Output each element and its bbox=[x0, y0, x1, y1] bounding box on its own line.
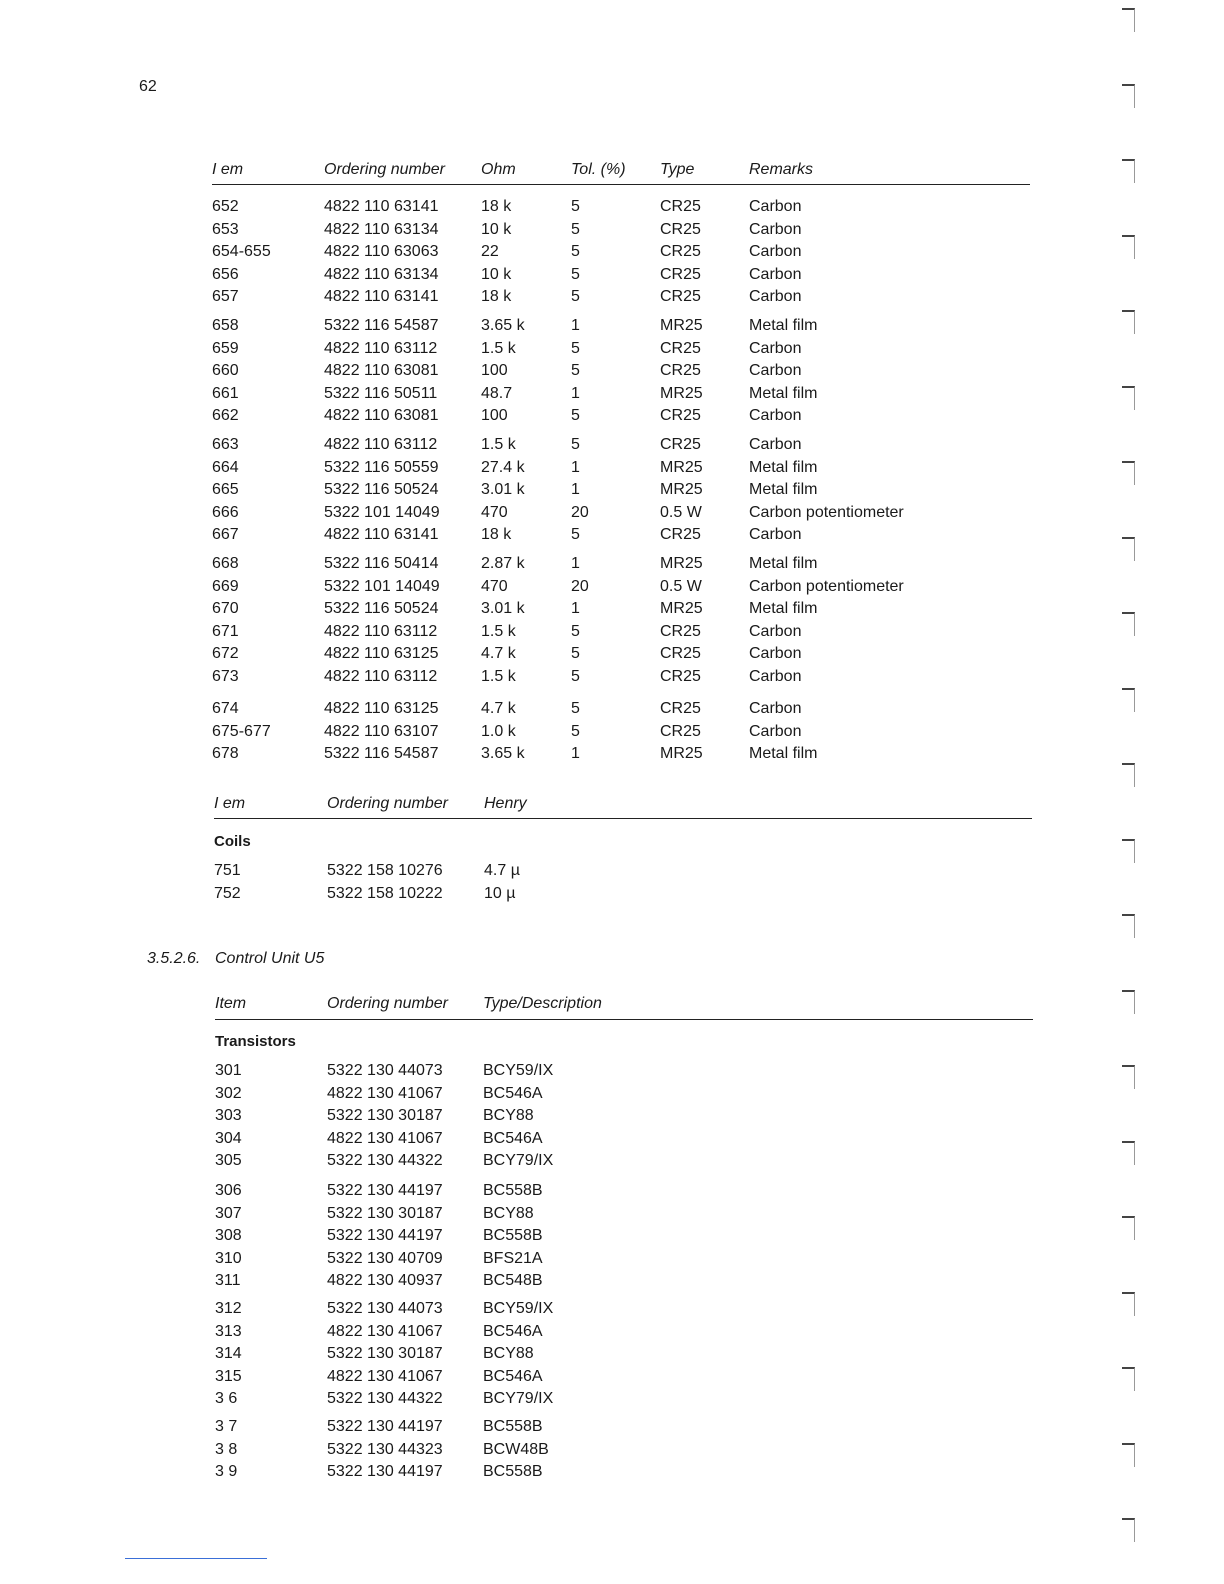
binding-ring-icon bbox=[1122, 235, 1135, 259]
cell-ordering-number: 4822 110 63141 bbox=[324, 198, 439, 215]
header-ordering-number: Ordering number bbox=[327, 795, 448, 812]
cell-ohm: 100 bbox=[481, 407, 508, 424]
binding-ring-icon bbox=[1122, 1443, 1135, 1467]
binding-ring-icon bbox=[1122, 159, 1135, 183]
cell-type-description: BCY88 bbox=[483, 1204, 534, 1222]
cell-ohm: 18 k bbox=[481, 288, 512, 305]
cell-ohm: 1.5 k bbox=[481, 667, 516, 685]
cell-ordering-number: 5322 116 54587 bbox=[324, 745, 439, 762]
cell-remarks: Carbon bbox=[749, 667, 802, 685]
cell-ordering-number: 4822 130 41067 bbox=[327, 1322, 443, 1340]
cell-remarks: Metal film bbox=[749, 600, 818, 617]
cell-item: 303 bbox=[215, 1107, 242, 1124]
cell-item: 752 bbox=[214, 884, 241, 902]
cell-item: 670 bbox=[212, 600, 239, 617]
cell-item: 305 bbox=[215, 1152, 242, 1169]
cell-item: 3 6 bbox=[215, 1390, 238, 1407]
cell-type: CR25 bbox=[660, 436, 701, 453]
cell-item: 671 bbox=[212, 622, 239, 640]
cell-ohm: 1.5 k bbox=[481, 622, 516, 640]
cell-item: 653 bbox=[212, 220, 239, 238]
page-number: 62 bbox=[139, 78, 157, 95]
header-rule bbox=[214, 818, 1032, 819]
cell-ordering-number: 4822 110 63134 bbox=[324, 265, 439, 283]
cell-type-description: BCY79/IX bbox=[483, 1390, 554, 1407]
cell-ordering-number: 5322 130 44073 bbox=[327, 1062, 443, 1079]
cell-remarks: Carbon bbox=[749, 198, 802, 215]
cell-type: CR25 bbox=[660, 198, 701, 215]
cell-ordering-number: 4822 110 63112 bbox=[324, 436, 438, 453]
cell-ordering-number: 5322 130 40709 bbox=[327, 1249, 443, 1267]
cell-type-description: BCY88 bbox=[483, 1107, 534, 1124]
cell-tolerance: 5 bbox=[571, 667, 580, 685]
cell-ordering-number: 5322 116 50414 bbox=[324, 555, 439, 572]
cell-item: 313 bbox=[215, 1322, 242, 1340]
cell-ohm: 22 bbox=[481, 243, 499, 260]
cell-tolerance: 5 bbox=[571, 362, 580, 379]
cell-tolerance: 1 bbox=[571, 317, 580, 334]
cell-item: 312 bbox=[215, 1300, 242, 1317]
cell-item: 669 bbox=[212, 577, 239, 595]
cell-ohm: 3.65 k bbox=[481, 745, 525, 762]
cell-remarks: Metal film bbox=[749, 317, 818, 334]
cell-type: CR25 bbox=[660, 667, 701, 685]
cell-ordering-number: 4822 130 40937 bbox=[327, 1272, 443, 1289]
cell-item: 315 bbox=[215, 1367, 242, 1385]
cell-item: 306 bbox=[215, 1182, 242, 1199]
cell-remarks: Carbon bbox=[749, 362, 802, 379]
cell-tolerance: 5 bbox=[571, 265, 580, 283]
binding-ring-icon bbox=[1122, 461, 1135, 485]
cell-ordering-number: 4822 110 63107 bbox=[324, 722, 439, 740]
cell-type-description: BCY79/IX bbox=[483, 1152, 554, 1169]
cell-tolerance: 1 bbox=[571, 481, 580, 498]
cell-ordering-number: 5322 130 44197 bbox=[327, 1463, 443, 1480]
cell-item: 310 bbox=[215, 1249, 242, 1267]
cell-item: 674 bbox=[212, 700, 239, 717]
binding-ring-icon bbox=[1122, 537, 1135, 561]
cell-type: CR25 bbox=[660, 220, 701, 238]
cell-type: MR25 bbox=[660, 458, 703, 476]
cell-tolerance: 5 bbox=[571, 243, 580, 260]
cell-ohm: 470 bbox=[481, 503, 508, 521]
group-title-transistors: Transistors bbox=[215, 1033, 296, 1050]
cell-type-description: BC558B bbox=[483, 1418, 543, 1435]
binding-ring-icon bbox=[1122, 763, 1135, 787]
cell-ordering-number: 4822 110 63141 bbox=[324, 288, 439, 305]
cell-item: 661 bbox=[212, 384, 239, 402]
cell-tolerance: 5 bbox=[571, 407, 580, 424]
cell-ordering-number: 5322 130 44197 bbox=[327, 1418, 443, 1435]
cell-ohm: 18 k bbox=[481, 526, 512, 543]
cell-ohm: 48.7 bbox=[481, 384, 513, 402]
cell-item: 658 bbox=[212, 317, 239, 334]
cell-tolerance: 5 bbox=[571, 645, 580, 662]
cell-ohm: 100 bbox=[481, 362, 508, 379]
header-henry: Henry bbox=[484, 795, 527, 812]
cell-item: 663 bbox=[212, 436, 239, 453]
cell-item: 662 bbox=[212, 407, 239, 424]
binding-ring-icon bbox=[1122, 1065, 1135, 1089]
cell-tolerance: 1 bbox=[571, 745, 580, 762]
cell-ordering-number: 5322 116 50559 bbox=[324, 458, 439, 476]
binding-ring-icon bbox=[1122, 914, 1135, 938]
cell-item: 307 bbox=[215, 1204, 242, 1222]
cell-remarks: Carbon potentiometer bbox=[749, 503, 904, 521]
cell-ordering-number: 5322 116 50511 bbox=[324, 384, 438, 402]
cell-ordering-number: 5322 130 44073 bbox=[327, 1300, 443, 1317]
cell-remarks: Carbon bbox=[749, 220, 802, 238]
cell-ohm: 3.65 k bbox=[481, 317, 525, 334]
cell-remarks: Metal film bbox=[749, 745, 818, 762]
cell-ordering-number: 4822 130 41067 bbox=[327, 1084, 443, 1102]
cell-henry: 10 µ bbox=[484, 884, 516, 902]
cell-item: 667 bbox=[212, 526, 239, 543]
cell-tolerance: 1 bbox=[571, 600, 580, 617]
cell-type: CR25 bbox=[660, 622, 701, 640]
cell-type: 0.5 W bbox=[660, 503, 702, 521]
cell-ordering-number: 5322 101 14049 bbox=[324, 577, 440, 595]
cell-type: CR25 bbox=[660, 645, 701, 662]
cell-ohm: 4.7 k bbox=[481, 645, 516, 662]
cell-ohm: 3.01 k bbox=[481, 600, 525, 617]
cell-type: MR25 bbox=[660, 600, 703, 617]
cell-ordering-number: 5322 130 30187 bbox=[327, 1204, 443, 1222]
cell-type-description: BC546A bbox=[483, 1322, 543, 1340]
header-rule bbox=[215, 1019, 1033, 1020]
cell-type-description: BC558B bbox=[483, 1463, 543, 1480]
cell-type: MR25 bbox=[660, 317, 703, 334]
cell-ordering-number: 4822 110 63112 bbox=[324, 339, 438, 357]
cell-remarks: Carbon bbox=[749, 407, 802, 424]
binding-ring-icon bbox=[1122, 1216, 1135, 1240]
footer-rule bbox=[125, 1558, 267, 1559]
binding-ring-icon bbox=[1122, 1367, 1135, 1391]
cell-item: 673 bbox=[212, 667, 239, 685]
cell-item: 654-655 bbox=[212, 243, 271, 260]
cell-item: 657 bbox=[212, 288, 239, 305]
cell-ohm: 2.87 k bbox=[481, 555, 525, 572]
binding-ring-icon bbox=[1122, 990, 1135, 1014]
cell-item: 301 bbox=[215, 1062, 242, 1079]
cell-item: 3 7 bbox=[215, 1418, 238, 1435]
cell-type: MR25 bbox=[660, 481, 703, 498]
binding-ring-icon bbox=[1122, 1141, 1135, 1165]
section-number: 3.5.2.6. bbox=[147, 950, 201, 967]
binding-ring-icon bbox=[1122, 612, 1135, 636]
header-ohm: Ohm bbox=[481, 161, 516, 178]
cell-henry: 4.7 µ bbox=[484, 862, 520, 879]
binding-ring-icon bbox=[1122, 386, 1135, 410]
cell-ordering-number: 4822 110 63112 bbox=[324, 667, 438, 685]
cell-item: 664 bbox=[212, 458, 239, 476]
cell-remarks: Carbon bbox=[749, 339, 802, 357]
cell-type: 0.5 W bbox=[660, 577, 702, 595]
cell-item: 678 bbox=[212, 745, 239, 762]
cell-ohm: 1.5 k bbox=[481, 339, 516, 357]
cell-remarks: Metal film bbox=[749, 555, 818, 572]
cell-remarks: Metal film bbox=[749, 384, 818, 402]
cell-item: 302 bbox=[215, 1084, 242, 1102]
cell-type-description: BC546A bbox=[483, 1367, 543, 1385]
cell-ohm: 3.01 k bbox=[481, 481, 525, 498]
cell-ohm: 10 k bbox=[481, 220, 512, 238]
cell-item: 3 8 bbox=[215, 1440, 238, 1458]
cell-tolerance: 5 bbox=[571, 700, 580, 717]
cell-ordering-number: 4822 110 63134 bbox=[324, 220, 439, 238]
cell-item: 751 bbox=[214, 862, 241, 879]
header-tolerance: Tol. (%) bbox=[571, 161, 626, 178]
cell-ordering-number: 4822 110 63125 bbox=[324, 700, 439, 717]
cell-ordering-number: 5322 116 50524 bbox=[324, 600, 439, 617]
cell-ordering-number: 5322 101 14049 bbox=[324, 503, 440, 521]
cell-ordering-number: 5322 130 44323 bbox=[327, 1440, 443, 1458]
binding-ring-icon bbox=[1122, 310, 1135, 334]
cell-tolerance: 5 bbox=[571, 722, 580, 740]
cell-ordering-number: 4822 110 63081 bbox=[324, 362, 439, 379]
cell-type: MR25 bbox=[660, 384, 703, 402]
cell-item: 660 bbox=[212, 362, 239, 379]
cell-type: CR25 bbox=[660, 700, 701, 717]
cell-tolerance: 5 bbox=[571, 339, 580, 357]
binding-ring-icon bbox=[1122, 688, 1135, 712]
cell-item: 668 bbox=[212, 555, 239, 572]
cell-tolerance: 20 bbox=[571, 577, 589, 595]
cell-type: CR25 bbox=[660, 265, 701, 283]
cell-remarks: Metal film bbox=[749, 481, 818, 498]
cell-type-description: BC548B bbox=[483, 1272, 543, 1289]
header-ordering-number: Ordering number bbox=[324, 161, 445, 178]
cell-remarks: Carbon bbox=[749, 722, 802, 740]
binding-rings bbox=[1112, 0, 1152, 1584]
cell-ohm: 1.0 k bbox=[481, 722, 516, 740]
cell-remarks: Carbon bbox=[749, 622, 802, 640]
cell-tolerance: 1 bbox=[571, 458, 580, 476]
cell-tolerance: 20 bbox=[571, 503, 589, 521]
cell-tolerance: 5 bbox=[571, 436, 580, 453]
cell-item: 675-677 bbox=[212, 722, 271, 740]
cell-remarks: Carbon bbox=[749, 288, 802, 305]
cell-type-description: BC546A bbox=[483, 1084, 543, 1102]
cell-remarks: Metal film bbox=[749, 458, 818, 476]
header-item: I em bbox=[212, 161, 244, 178]
cell-item: 314 bbox=[215, 1345, 242, 1362]
cell-type: CR25 bbox=[660, 243, 701, 260]
cell-item: 659 bbox=[212, 339, 239, 357]
cell-ordering-number: 5322 130 44197 bbox=[327, 1182, 443, 1199]
cell-ordering-number: 5322 130 44197 bbox=[327, 1227, 443, 1244]
cell-remarks: Carbon bbox=[749, 436, 802, 453]
cell-ohm: 470 bbox=[481, 577, 508, 595]
header-rule bbox=[212, 184, 1030, 185]
binding-ring-icon bbox=[1122, 84, 1135, 108]
cell-type-description: BC546A bbox=[483, 1129, 543, 1147]
cell-remarks: Carbon bbox=[749, 645, 802, 662]
cell-tolerance: 5 bbox=[571, 288, 580, 305]
cell-type-description: BC558B bbox=[483, 1227, 543, 1244]
cell-ohm: 18 k bbox=[481, 198, 512, 215]
cell-ordering-number: 4822 130 41067 bbox=[327, 1129, 443, 1147]
header-remarks: Remarks bbox=[749, 161, 814, 178]
cell-type-description: BCY88 bbox=[483, 1345, 534, 1362]
header-item: Item bbox=[215, 995, 247, 1012]
binding-ring-icon bbox=[1122, 839, 1135, 863]
cell-item: 3 9 bbox=[215, 1463, 238, 1480]
cell-type-description: BCY59/IX bbox=[483, 1300, 554, 1317]
cell-item: 304 bbox=[215, 1129, 242, 1147]
cell-type-description: BCY59/IX bbox=[483, 1062, 554, 1079]
cell-remarks: Carbon bbox=[749, 265, 802, 283]
cell-tolerance: 5 bbox=[571, 198, 580, 215]
cell-type: CR25 bbox=[660, 722, 701, 740]
cell-ordering-number: 4822 110 63081 bbox=[324, 407, 439, 424]
cell-remarks: Carbon bbox=[749, 243, 802, 260]
cell-type: MR25 bbox=[660, 745, 703, 762]
cell-remarks: Carbon bbox=[749, 700, 802, 717]
binding-ring-icon bbox=[1122, 1292, 1135, 1316]
cell-ohm: 1.5 k bbox=[481, 436, 516, 453]
cell-item: 656 bbox=[212, 265, 239, 283]
cell-item: 652 bbox=[212, 198, 239, 215]
cell-remarks: Carbon potentiometer bbox=[749, 577, 904, 595]
cell-ordering-number: 4822 110 63063 bbox=[324, 243, 439, 260]
cell-ordering-number: 4822 130 41067 bbox=[327, 1367, 443, 1385]
cell-type: CR25 bbox=[660, 288, 701, 305]
cell-ordering-number: 4822 110 63112 bbox=[324, 622, 438, 640]
header-type: Type bbox=[660, 161, 695, 178]
cell-ordering-number: 5322 130 30187 bbox=[327, 1107, 443, 1124]
cell-ordering-number: 5322 130 30187 bbox=[327, 1345, 443, 1362]
header-type-description: Type/Description bbox=[483, 995, 602, 1012]
cell-type-description: BC558B bbox=[483, 1182, 543, 1199]
cell-item: 665 bbox=[212, 481, 239, 498]
cell-item: 672 bbox=[212, 645, 239, 662]
cell-ordering-number: 5322 158 10222 bbox=[327, 884, 443, 902]
cell-ordering-number: 5322 158 10276 bbox=[327, 862, 443, 879]
cell-remarks: Carbon bbox=[749, 526, 802, 543]
cell-ordering-number: 5322 116 50524 bbox=[324, 481, 439, 498]
cell-type: CR25 bbox=[660, 526, 701, 543]
binding-ring-icon bbox=[1122, 1518, 1135, 1542]
cell-tolerance: 1 bbox=[571, 555, 580, 572]
binding-ring-icon bbox=[1122, 8, 1135, 32]
cell-ordering-number: 4822 110 63141 bbox=[324, 526, 439, 543]
cell-ordering-number: 5322 116 54587 bbox=[324, 317, 439, 334]
cell-tolerance: 1 bbox=[571, 384, 580, 402]
cell-item: 666 bbox=[212, 503, 239, 521]
cell-ohm: 27.4 k bbox=[481, 458, 525, 476]
group-title-coils: Coils bbox=[214, 833, 251, 850]
cell-ordering-number: 5322 130 44322 bbox=[327, 1152, 443, 1169]
cell-ordering-number: 4822 110 63125 bbox=[324, 645, 439, 662]
header-ordering-number: Ordering number bbox=[327, 995, 448, 1012]
cell-ohm: 10 k bbox=[481, 265, 512, 283]
cell-ordering-number: 5322 130 44322 bbox=[327, 1390, 443, 1407]
section-title: Control Unit U5 bbox=[215, 950, 325, 967]
cell-type-description: BCW48B bbox=[483, 1440, 549, 1458]
cell-tolerance: 5 bbox=[571, 220, 580, 238]
cell-tolerance: 5 bbox=[571, 526, 580, 543]
cell-type: MR25 bbox=[660, 555, 703, 572]
cell-type: CR25 bbox=[660, 407, 701, 424]
cell-item: 308 bbox=[215, 1227, 242, 1244]
cell-type-description: BFS21A bbox=[483, 1249, 543, 1267]
cell-type: CR25 bbox=[660, 362, 701, 379]
header-item: I em bbox=[214, 795, 246, 812]
cell-item: 311 bbox=[215, 1272, 241, 1289]
cell-type: CR25 bbox=[660, 339, 701, 357]
cell-tolerance: 5 bbox=[571, 622, 580, 640]
cell-ohm: 4.7 k bbox=[481, 700, 516, 717]
